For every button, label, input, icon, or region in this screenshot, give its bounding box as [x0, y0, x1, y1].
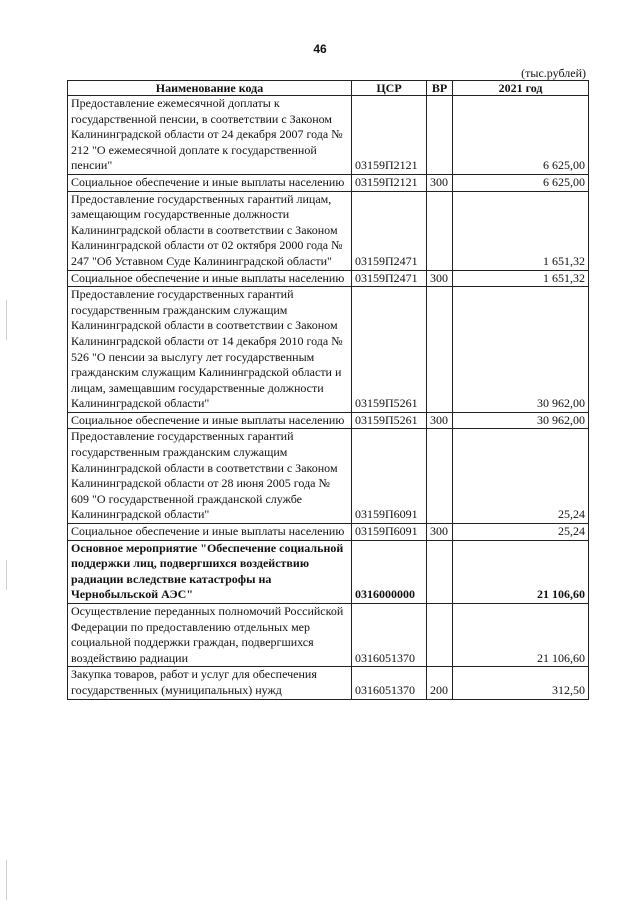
cell-amount: 25,24	[453, 429, 589, 524]
table-row	[68, 412, 589, 429]
budget-table	[67, 80, 589, 700]
cell-amount: 30 962,00	[453, 287, 589, 413]
unit-note: (тыс.рублей)	[521, 66, 586, 80]
cell-amount: 6 625,00	[453, 96, 589, 175]
table-row	[68, 96, 589, 175]
cell-name: Социальное обеспечение и иные выплаты населению	[68, 270, 352, 287]
cell-amount: 312,50	[453, 667, 589, 699]
header-name: Наименование кода	[68, 81, 352, 96]
margin-mark	[6, 860, 7, 900]
table-row	[68, 540, 589, 603]
cell-vr	[427, 287, 453, 413]
cell-csr: 03159П2121	[352, 96, 427, 175]
table-body	[68, 96, 589, 700]
cell-vr	[427, 604, 453, 667]
page-number: 46	[313, 42, 327, 56]
cell-name: Осуществление переданных полномочий Российской Федерации по предоставлению отдельных мер социальной поддержки граждан, подвергшихся воздействию радиации	[68, 604, 352, 667]
cell-vr: 300	[427, 524, 453, 541]
cell-vr	[427, 191, 453, 270]
cell-vr	[427, 429, 453, 524]
cell-vr	[427, 540, 453, 603]
cell-csr: 03159П6091	[352, 429, 427, 524]
cell-amount: 21 106,60	[453, 540, 589, 603]
table-row	[68, 191, 589, 270]
cell-csr: 03159П6091	[352, 524, 427, 541]
cell-name: Предоставление государственных гарантий государственным гражданским служащим Калининградской области в соответствии с Законом Калининградской области от 14 декабря 2010 года № 526 "О пенсии за выслугу лет государственным гражданским служащим Калининградской области и лицам, замещавшим государственные должности Калининградской области"	[68, 287, 352, 413]
cell-amount: 25,24	[453, 524, 589, 541]
table-header-row	[68, 81, 589, 96]
cell-name: Социальное обеспечение и иные выплаты населению	[68, 412, 352, 429]
cell-csr: 03159П2121	[352, 174, 427, 191]
cell-amount: 30 962,00	[453, 412, 589, 429]
cell-amount: 21 106,60	[453, 604, 589, 667]
cell-name: Предоставление государственных гарантий государственным гражданским служащим Калининградской области в соответствии с Законом Калининградской области от 28 июня 2005 года № 609 "О государственной гражданской службе Калининградской области"	[68, 429, 352, 524]
cell-vr: 300	[427, 174, 453, 191]
cell-csr: 0316000000	[352, 540, 427, 603]
header-year: 2021 год	[453, 81, 589, 96]
cell-vr: 200	[427, 667, 453, 699]
margin-mark	[6, 560, 7, 590]
header-vr: ВР	[427, 81, 453, 96]
header-csr: ЦСР	[352, 81, 427, 96]
cell-vr: 300	[427, 412, 453, 429]
cell-csr: 03159П5261	[352, 287, 427, 413]
cell-csr: 03159П2471	[352, 270, 427, 287]
cell-csr: 0316051370	[352, 667, 427, 699]
cell-vr	[427, 96, 453, 175]
margin-mark	[6, 300, 7, 340]
table-row	[68, 667, 589, 699]
cell-amount: 6 625,00	[453, 174, 589, 191]
cell-csr: 03159П2471	[352, 191, 427, 270]
table-row	[68, 524, 589, 541]
cell-vr: 300	[427, 270, 453, 287]
cell-name: Социальное обеспечение и иные выплаты населению	[68, 524, 352, 541]
table-row	[68, 429, 589, 524]
cell-name: Социальное обеспечение и иные выплаты населению	[68, 174, 352, 191]
table-row	[68, 270, 589, 287]
cell-csr: 0316051370	[352, 604, 427, 667]
cell-amount: 1 651,32	[453, 191, 589, 270]
cell-amount: 1 651,32	[453, 270, 589, 287]
table-row	[68, 604, 589, 667]
cell-name: Закупка товаров, работ и услуг для обеспечения государственных (муниципальных) нужд	[68, 667, 352, 699]
table-row	[68, 287, 589, 413]
cell-name: Основное мероприятие "Обеспечение социальной поддержки лиц, подвергшихся воздействию радиации вследствие катастрофы на Чернобыльской АЭС"	[68, 540, 352, 603]
table-row	[68, 174, 589, 191]
cell-csr: 03159П5261	[352, 412, 427, 429]
cell-name: Предоставление ежемесячной доплаты к государственной пенсии, в соответствии с Законом Калининградской области от 24 декабря 2007 года № 212 "О ежемесячной доплате к государственной пенсии"	[68, 96, 352, 175]
cell-name: Предоставление государственных гарантий лицам, замещающим государственные должности Калининградской области в соответствии с Законом Калининградской области от 02 октября 2000 года № 247 "Об Уставном Суде Калининградской области"	[68, 191, 352, 270]
